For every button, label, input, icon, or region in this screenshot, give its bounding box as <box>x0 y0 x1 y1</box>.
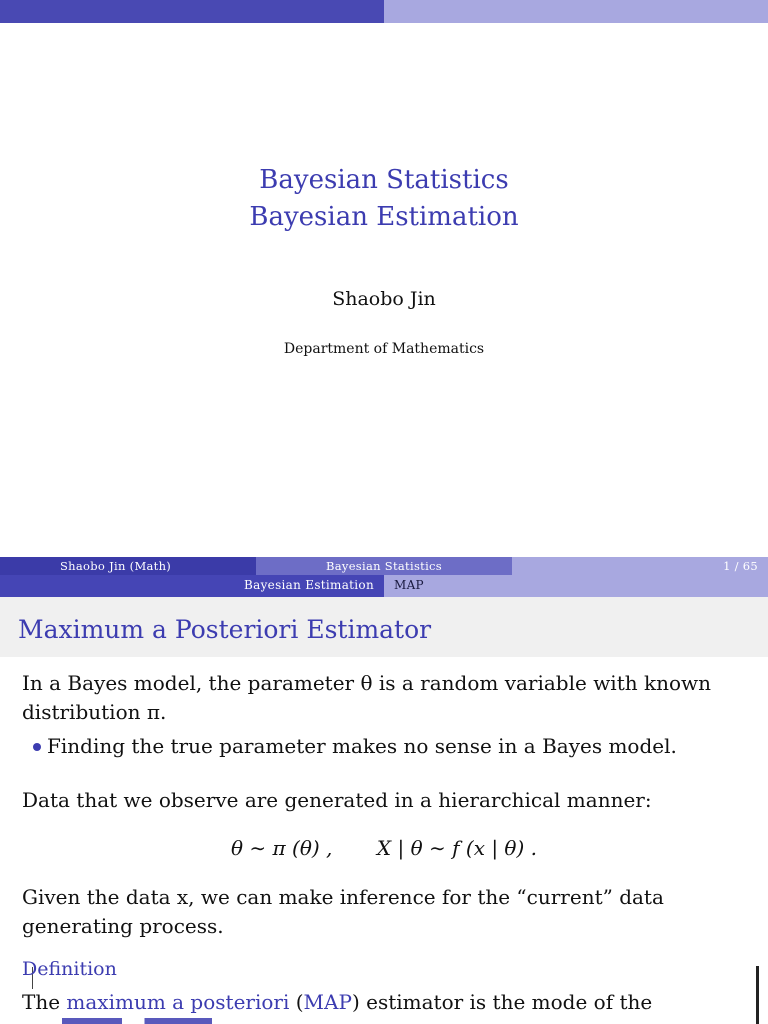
def-close: ) <box>351 990 360 1014</box>
scrollbar[interactable] <box>756 966 759 1024</box>
top-navigation-bar <box>0 0 768 23</box>
def-rest: estimator is the mode of the <box>359 990 653 1014</box>
bullet-text: Finding the true parameter makes no sense in a Bayes model. <box>47 734 677 758</box>
cropped-next-line <box>62 1016 262 1024</box>
paragraph-inference: Given the data x, we can make inference for the “current” data generating process. <box>22 885 664 938</box>
def-open: ( <box>289 990 304 1014</box>
list-item <box>47 732 747 761</box>
equation-likelihood: X | θ ∼ f (x | θ) . <box>376 836 537 860</box>
def-prefix: The <box>22 990 67 1014</box>
equation <box>0 833 768 863</box>
footer-bar <box>0 557 768 575</box>
footer-author: Shaobo Jin (Math) <box>0 557 256 575</box>
def-abbr: MAP <box>303 990 352 1014</box>
institute-name: Department of Mathematics <box>283 341 485 357</box>
bullet-icon <box>33 743 41 751</box>
top-bar-left-segment <box>0 0 384 23</box>
definition-title: Definition <box>22 958 117 980</box>
title-block <box>0 162 768 236</box>
presentation-subtitle: Bayesian Estimation <box>249 202 519 232</box>
definition-text <box>22 988 752 1017</box>
presentation-title: Bayesian Statistics <box>259 165 509 195</box>
equation-prior: θ ∼ π (θ) , <box>231 836 333 860</box>
top-bar-right-segment <box>384 0 768 23</box>
nav-section-link[interactable]: Bayesian Estimation <box>0 575 384 597</box>
def-term: maximum a posteriori <box>66 990 290 1014</box>
nav-subsection-link[interactable]: MAP <box>384 575 768 597</box>
footer-title: Bayesian Statistics <box>256 557 512 575</box>
author-name: Shaobo Jin <box>332 288 436 310</box>
paragraph-hierarchical: Data that we observe are generated in a hierarchical manner: <box>22 788 652 812</box>
paragraph-bayes-model: In a Bayes model, the parameter θ is a random variable with known distribution π. <box>22 671 712 724</box>
frame-title: Maximum a Posteriori Estimator <box>0 597 768 657</box>
section-navigation <box>0 575 768 597</box>
footer-page-number: 1 / 65 <box>512 557 768 575</box>
